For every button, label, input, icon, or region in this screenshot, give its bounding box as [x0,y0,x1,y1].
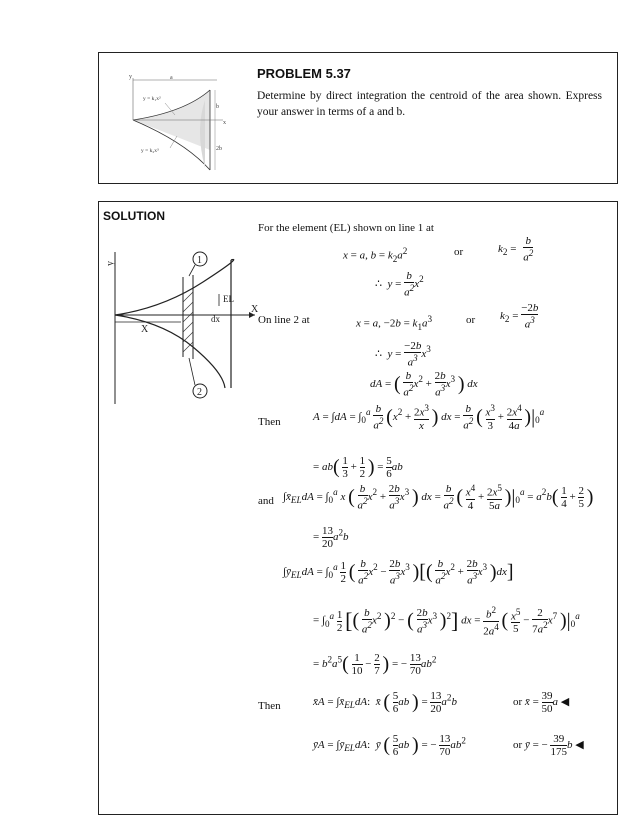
problem-figure [115,70,235,182]
eq-k2-line2: $k_2$ = $\frac{-2b}{a^3}$ [500,302,539,331]
line2-label-text: On line 2 at [258,314,310,326]
eq-xbar: x̄A = $\int x̄_{EL}dA$: x̄ ( $\frac{5}{6}$ ab ) = $\frac{13}{20}$ $a^2b$ [313,690,457,715]
dim-a-label: a [170,75,173,81]
eq-ybar-answer: or ȳ = − $\frac{39}{175}$ b ◀ [513,733,584,758]
eq-y-moment: $\int ȳ_{EL}dA = \int_0^a$ $\frac{1}{2}$ ( $\frac{b}{a^2}$ $x^2$ − $\frac{2b}{a^3}$ $x^3$ )[( $\frac{b}{a^2}$ $x^2$ + $\frac{2b}{a^3}$ $x^3$ )dx] [283,558,514,587]
axis-y-label: y [129,74,132,80]
eq-ybar: ȳA = $\int ȳ_{EL}dA$: ȳ ( $\frac{5}{6}$ ab ) = − $\frac{13}{70}$ $ab^2$ [313,733,466,758]
eq-k2: $k_2$ = $\frac{b}{a^2}$ [498,235,534,264]
eq-x-moment: $\int x̄_{EL}dA = \int_0^a$ x ( $\frac{b}{a^2}$ $x^2$ + $\frac{2b}{a^3}$ $x^3$ ) dx = $\frac{b}{a^2}$ ( $\frac{x^4}{4}$ + $\frac{2x^5}{5a}$ )$|_0^a = a^2b$( $\frac{1}{4}$ + $\frac{2}{5}$ ) [283,483,594,512]
problem-statement: Determine by direct integration the centroid of the area shown. Express your answer in terms of a and b. [257,90,602,118]
solution-figure [103,242,263,412]
eq-line2-point: x = a, $-2b = k_1a^3$ [356,314,433,332]
or-2: or [466,314,476,326]
eq-A-result: = ab( $\frac{1}{3}$ + $\frac{1}{2}$ ) = $\frac{5}{6}$ ab [313,455,403,480]
dim-2b-label: 2b [216,146,222,152]
dim-b-label: b [216,104,219,110]
eq-line1-point: x = a, $b = k_2a^2$ [343,246,408,264]
eq-y-line1: ∴ y = $\frac{b}{a^2}$ $x^2$ [375,270,424,299]
sol-x-axis-label: X [251,304,259,315]
upper-curve-label: y = k₁x² [143,96,161,102]
eq-x-moment-result: = $\frac{13}{20}$ $a^2b$ [313,525,349,550]
line2-label: 2 [197,387,202,398]
sol-axis-y-label: y [105,261,116,266]
x-dim-label: X [141,324,149,335]
problem-title: PROBLEM 5.37 [257,66,351,81]
or-3: or [513,696,523,709]
then-label: Then [258,416,281,428]
eq-A: $A = \int dA = \int_0^a$ $\frac{b}{a^2}$ ($x^2$ + $\frac{2x^3}{x}$ ) dx = $\frac{b}{a^2}$ ( $\frac{x^3}{3}$ + $\frac{2x^4}{4a}$ )$|_0^a$ [313,403,545,432]
and-label: and [258,495,274,507]
eq-xbar-answer: or x̄ = $\frac{39}{50}$ a ◀ [513,690,570,715]
eq-y-moment-result: = $b^2a^5$( $\frac{1}{10}$ − $\frac{2}{7}$ ) = − $\frac{13}{70}$ $ab^2$ [313,652,437,677]
eq-y-moment-2: = $\int_0^a$ $\frac{1}{2}$ [( $\frac{b}{a^2}$ $x^2$ )$^2$ − ( $\frac{2b}{a^3}$ $x^3$ )$^2$] dx = $\frac{b^2}{2a^4}$ ( $\frac{x^5}{5}$ − $\frac{2}{7a^2}$ $x^7$ )$|_0^a$ [313,605,580,638]
intro-text: For the element (EL) shown on line 1 at [258,222,434,234]
solution-heading: SOLUTION [103,209,165,223]
lower-curve-label: y = k₂x³ [141,148,159,154]
or-4: or [513,739,523,752]
line1-label: 1 [197,255,202,266]
or-1: or [454,246,464,258]
eq-dA: dA = ( $\frac{b}{a^2}$ $x^2$ + $\frac{2b}{a^3}$ $x^3$ ) dx [370,370,478,399]
eq-y-line2: ∴ y = $\frac{-2b}{a^3}$ $x^3$ [375,340,431,369]
dx-label: dx [211,314,220,324]
el-label: EL [223,294,234,304]
axis-x-label: x [223,120,226,126]
then2-label: Then [258,700,281,712]
